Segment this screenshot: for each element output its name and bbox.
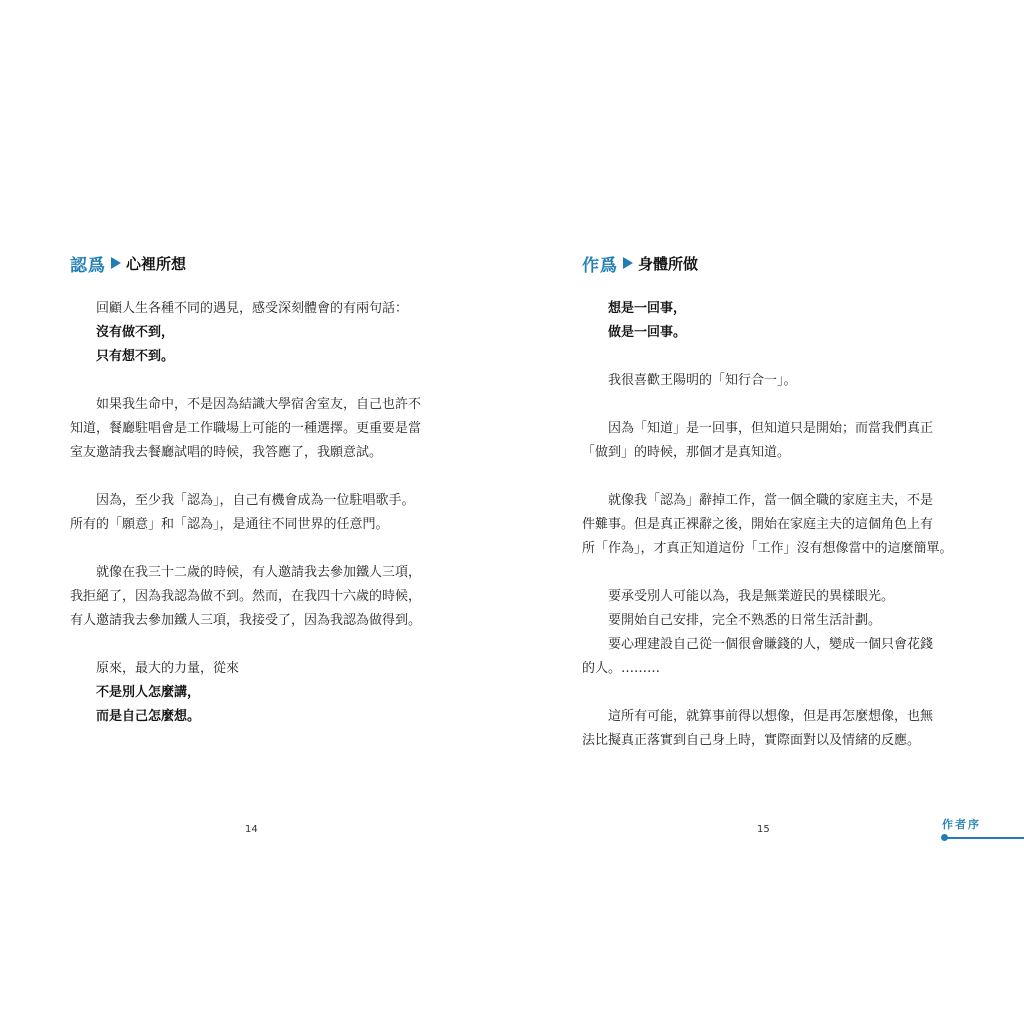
- text-line: 「做到」的時候，那個才是真知道。: [582, 445, 791, 460]
- text-line: 因為「知道」是一回事，但知道只是開始；而當我們真正: [608, 421, 934, 436]
- paragraph: [70, 297, 450, 369]
- text-line: 件難事。但是真正裸辭之後，開始在家庭主夫的這個角色上有: [582, 517, 934, 532]
- text-line: 這所有可能，就算事前得以想像，但是再怎麼想像，也無: [608, 709, 934, 724]
- paragraph: [70, 561, 450, 633]
- text-line: 如果我生命中，不是因為結識大學宿舍室友，自己也許不: [96, 397, 422, 412]
- paragraph: [582, 585, 967, 681]
- body-text: [582, 297, 967, 777]
- paragraph: [582, 297, 967, 345]
- text-line: 室友邀請我去餐廳試唱的時候，我答應了，我願意試。: [70, 445, 383, 460]
- text-line: 只有想不到。: [96, 349, 175, 364]
- section-heading: [70, 250, 186, 276]
- text-line: 所「作為」，才真正知道這份「工作」沒有想像當中的這麼簡單。: [582, 541, 953, 556]
- section-heading: [582, 250, 698, 276]
- paragraph: [70, 393, 450, 465]
- triangle-arrow-icon: [623, 257, 633, 269]
- paragraph: [70, 489, 450, 537]
- text-line: 因為，至少我「認為」，自己有機會成為一位駐唱歌手。: [96, 493, 415, 508]
- text-line: 想是一回事，: [608, 301, 687, 316]
- paragraph: [582, 417, 967, 465]
- text-line: 要心理建設自己從一個很會賺錢的人，變成一個只會花錢: [608, 637, 934, 652]
- text-line: 而是自己怎麼想。: [96, 709, 201, 724]
- paragraph: [582, 705, 967, 753]
- page-number: 15: [757, 824, 770, 835]
- section-tab-label: 作者序: [942, 818, 981, 831]
- section-tab: [938, 816, 1024, 844]
- body-text: [70, 297, 450, 753]
- text-line: 回顧人生各種不同的遇見，感受深刻體會的有兩句話：: [96, 301, 409, 316]
- right-page: [512, 0, 1024, 1024]
- heading-keyword: 作爲: [582, 255, 618, 276]
- heading-subtitle: 心裡所想: [126, 254, 187, 273]
- text-line: 要開始自己安排，完全不熟悉的日常生活計劃。: [608, 613, 882, 628]
- page-number: 14: [245, 824, 258, 835]
- text-line: 的人。………: [582, 661, 661, 676]
- paragraph: [70, 657, 450, 729]
- section-tab-rule: [946, 837, 1024, 839]
- text-line: 做是一回事。: [608, 325, 687, 340]
- heading-keyword: 認爲: [70, 255, 106, 276]
- text-line: 所有的「願意」和「認為」，是通往不同世界的任意門。: [70, 517, 389, 532]
- text-line: 原來，最大的力量，從來: [96, 661, 240, 676]
- paragraph: [582, 489, 967, 561]
- paragraph: [582, 369, 967, 393]
- text-line: 有人邀請我去參加鐵人三項，我接受了，因為我認為做得到。: [70, 613, 422, 628]
- text-line: 不是別人怎麼講，: [96, 685, 201, 700]
- section-tab-dot-icon: [941, 834, 948, 841]
- text-line: 就像在我三十二歲的時候，有人邀請我去參加鐵人三項，: [96, 565, 422, 580]
- triangle-arrow-icon: [111, 257, 121, 269]
- text-line: 我拒絕了，因為我認為做不到。然而，在我四十六歲的時候，: [70, 589, 422, 604]
- text-line: 知道，餐廳駐唱會是工作職場上可能的一種選擇。更重要是當: [70, 421, 422, 436]
- text-line: 要承受別人可能以為，我是無業遊民的異樣眼光。: [608, 589, 895, 604]
- text-line: 就像我「認為」辭掉工作，當一個全職的家庭主夫，不是: [608, 493, 934, 508]
- text-line: 法比擬真正落實到自己身上時，實際面對以及情緒的反應。: [582, 733, 921, 748]
- text-line: 沒有做不到，: [96, 325, 175, 340]
- heading-subtitle: 身體所做: [638, 254, 699, 273]
- text-line: 我很喜歡王陽明的「知行合一」。: [608, 373, 797, 388]
